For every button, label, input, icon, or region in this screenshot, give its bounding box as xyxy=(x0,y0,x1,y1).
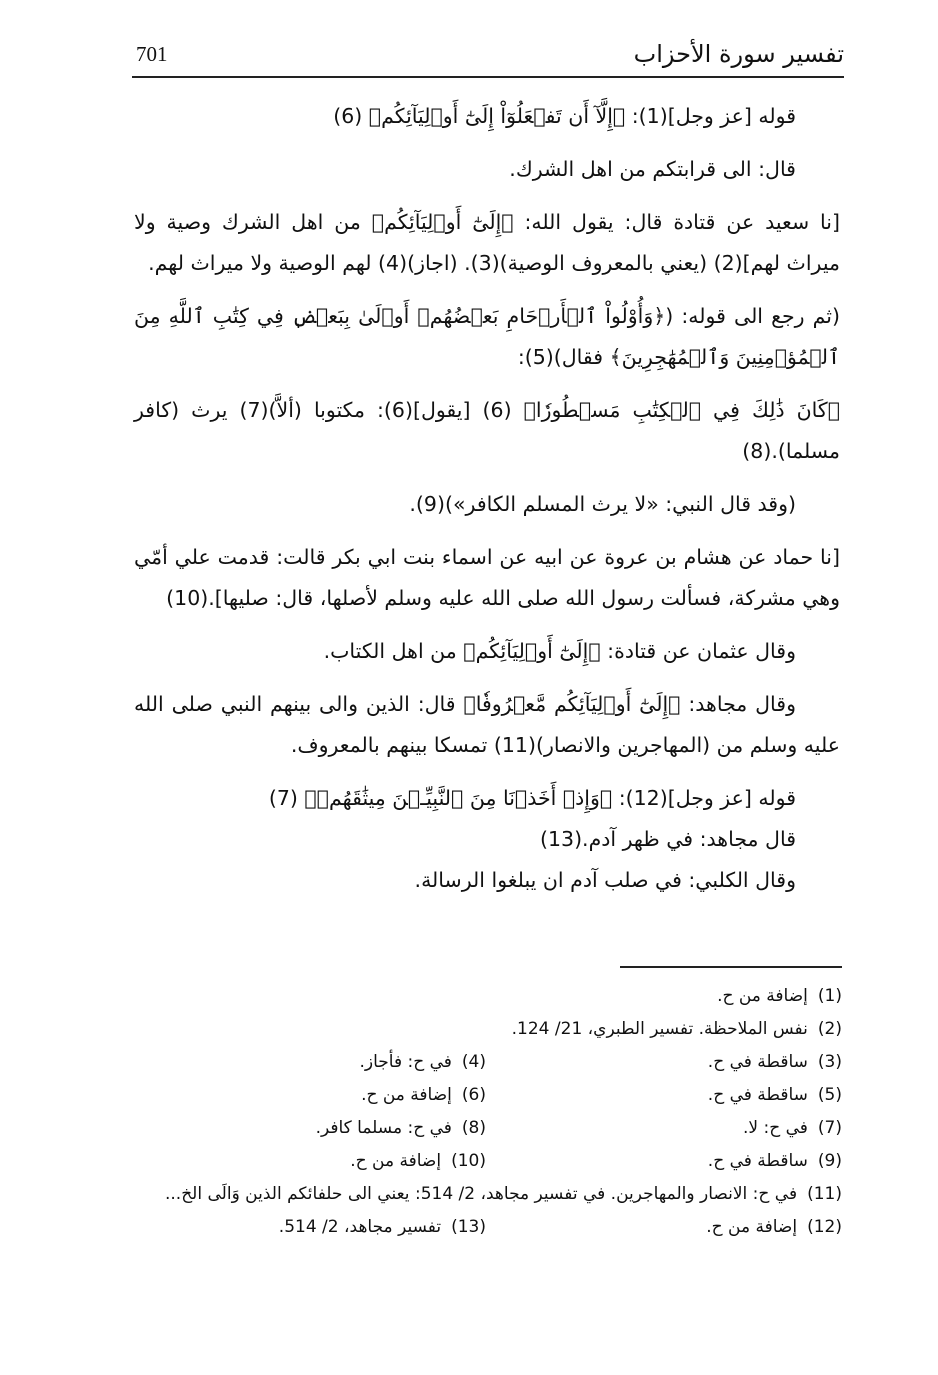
footnote-row xyxy=(130,1211,842,1244)
footnote-row xyxy=(130,1013,842,1046)
paragraph: (وقد قال النبي: «لا يرث المسلم الكافر»)(9). xyxy=(409,492,796,516)
running-title: تفسير سورة الأحزاب xyxy=(633,40,844,68)
footnote: (9)ساقطة في ح. xyxy=(707,1151,842,1171)
footnote: (7)في ح: لا. xyxy=(742,1118,842,1138)
footnote: (6)إضافة من ح. xyxy=(361,1085,486,1105)
footnote-row xyxy=(130,1112,842,1145)
footnote: (5)ساقطة في ح. xyxy=(707,1085,842,1105)
footnote-row xyxy=(130,1079,842,1112)
footnote: (8)في ح: مسلما كافر. xyxy=(315,1118,486,1138)
paragraph: [نا حماد عن هشام بن عروة عن ابيه عن اسماء بنت ابي بكر قالت: قدمت علي أمّي وهي مشركة، فسألت رسول الله صلى الله عليه وسلم لأصلها، قال: صليها].(10) xyxy=(134,545,840,610)
main-text xyxy=(134,96,840,913)
footnote-row xyxy=(130,1178,842,1211)
footnote: (4)في ح: فأجاز. xyxy=(359,1052,486,1072)
footnote: (2)نفس الملاحظة. تفسير الطبري، 21/ 124. xyxy=(511,1019,842,1039)
paragraph: وقال مجاهد: ﴿إِلَىٰٓ أَوۡلِيَآئِكُم مَّعۡرُوفٗا﴾ قال: الذين والى بينهم النبي صلى الله عليه وسلم من (المهاجرين والانصار)(11) تمسكا بينهم بالمعروف. xyxy=(134,692,840,757)
paragraph: (ثم رجع الى قوله: (﴿وَأُوْلُواْ ٱلۡأَرۡحَامِ بَعۡضُهُمۡ أَوۡلَىٰ بِبَعۡضٖ فِي كِتَٰبِ ٱللَّهِ مِنَ ٱلۡمُؤۡمِنِينَ وَٱلۡمُهَٰجِرِينَ﴾ فقال)(5): xyxy=(134,304,840,369)
footnote: (13)تفسير مجاهد، 2/ 514. xyxy=(278,1217,486,1237)
footnote-row xyxy=(130,1145,842,1178)
paragraph: وقال الكلبي: في صلب آدم ان يبلغوا الرسالة. xyxy=(414,868,796,892)
paragraph: [نا سعيد عن قتادة قال: يقول الله: ﴿إِلَىٰٓ أَوۡلِيَآئِكُم﴾ من اهل الشرك وصية ولا ميراث لهم](2) (يعني بالمعروف الوصية)(3). (اجاز)(4) لهم الوصية ولا ميراث لهم. xyxy=(134,210,840,275)
paragraph: قال مجاهد: في ظهر آدم.(13) xyxy=(539,827,796,851)
footnote: (10)إضافة من ح. xyxy=(350,1151,486,1171)
footnote: (11)في ح: الانصار والمهاجرين. في تفسير مجاهد، 2/ 514: يعني الى حلفائكم الذين وَالَى الخ... xyxy=(165,1184,842,1204)
paragraph: ﴿كَانَ ذَٰلِكَ فِي ٱلۡكِتَٰبِ مَسۡطُورٗا﴾ (6) [يقول](6): مكتوبا (ألاَّ)(7) يرث (كافر مسلما).(8) xyxy=(134,398,840,463)
paragraph: وقال عثمان عن قتادة: ﴿إِلَىٰٓ أَوۡلِيَآئِكُم﴾ من اهل الكتاب. xyxy=(323,639,796,663)
footnote: (1)إضافة من ح. xyxy=(717,986,842,1006)
page-header xyxy=(132,40,844,78)
paragraph: قال: الى قرابتكم من اهل الشرك. xyxy=(509,157,796,181)
page-number: 701 xyxy=(136,42,168,66)
footnote: (12)إضافة من ح. xyxy=(706,1217,842,1237)
footnotes xyxy=(130,980,842,1244)
footnote-row xyxy=(130,980,842,1013)
paragraph: قوله [عز وجل](1): ﴿إِلَّآ أَن تَفۡعَلُوٓاْ إِلَىٰٓ أَوۡلِيَآئِكُم﴾ (6) xyxy=(333,104,796,128)
footnote-row xyxy=(130,1046,842,1079)
paragraph: قوله [عز وجل](12): ﴿وَإِذۡ أَخَذۡنَا مِنَ ٱلنَّبِيِّـۧنَ مِيثَٰقَهُمۡ﴾ (7) xyxy=(268,786,796,810)
footnote: (3)ساقطة في ح. xyxy=(707,1052,842,1072)
footnote-divider xyxy=(620,966,842,968)
